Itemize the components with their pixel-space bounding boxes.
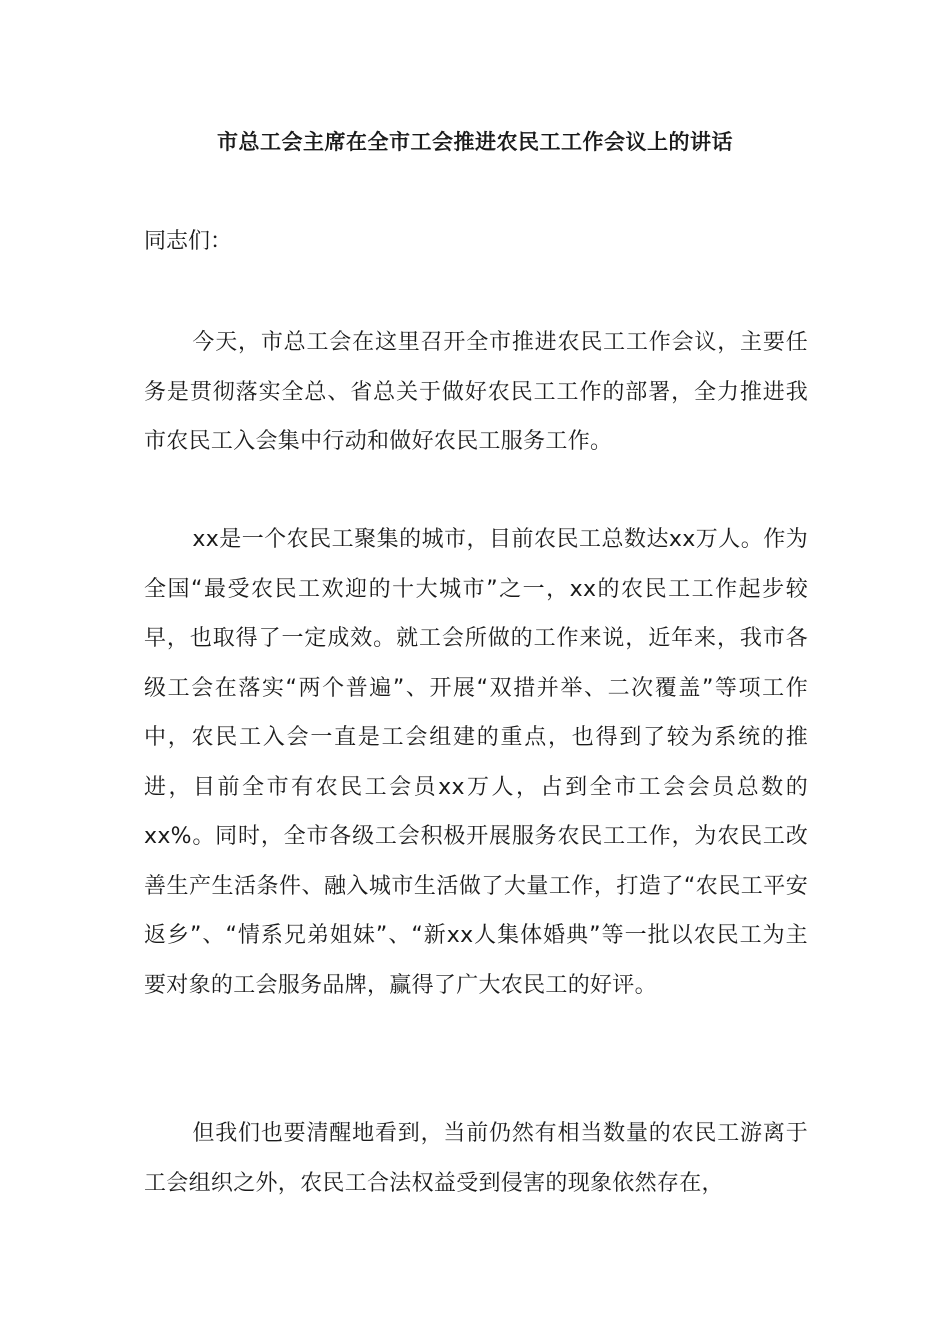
paragraph-intro: 今天，市总工会在这里召开全市推进农民工工作会议，主要任务是贯彻落实全总、省总关于做好农民工工作的部署，全力推进我市农民工入会集中行动和做好农民工服务工作。 (144, 330, 808, 454)
salutation: 同志们： (144, 229, 233, 254)
paragraph-achievements: xx是一个农民工聚集的城市，目前农民工总数达xx万人。作为全国“最受农民工欢迎的十大城市”之一，xx的农民工工作起步较早，也取得了一定成效。就工会所做的工作来说，近年来，我市各级工会在落实“两个普遍”、开展“双措并举、二次覆盖”等项工作中，农民工入会一直是工会组建的重点，也得到了较为系统的推进，目前全市有农民工会员xx万人，占到全市工会会员总数的xx%。同时，全市各级工会积极开展服务农民工工作，为农民工改善生产生活条件、融入城市生活做了大量工作，打造了“农民工平安返乡”、“情系兄弟姐妹”、“新xx人集体婚典”等一批以农民工为主要对象的工会服务品牌，赢得了广大农民工的好评。 (144, 527, 808, 998)
document-title: 市总工会主席在全市工会推进农民工工作会议上的讲话 (217, 130, 733, 154)
paragraph-challenges: 但我们也要清醒地看到，当前仍然有相当数量的农民工游离于工会组织之外，农民工合法权益受到侵害的现象依然存在， (144, 1121, 808, 1196)
